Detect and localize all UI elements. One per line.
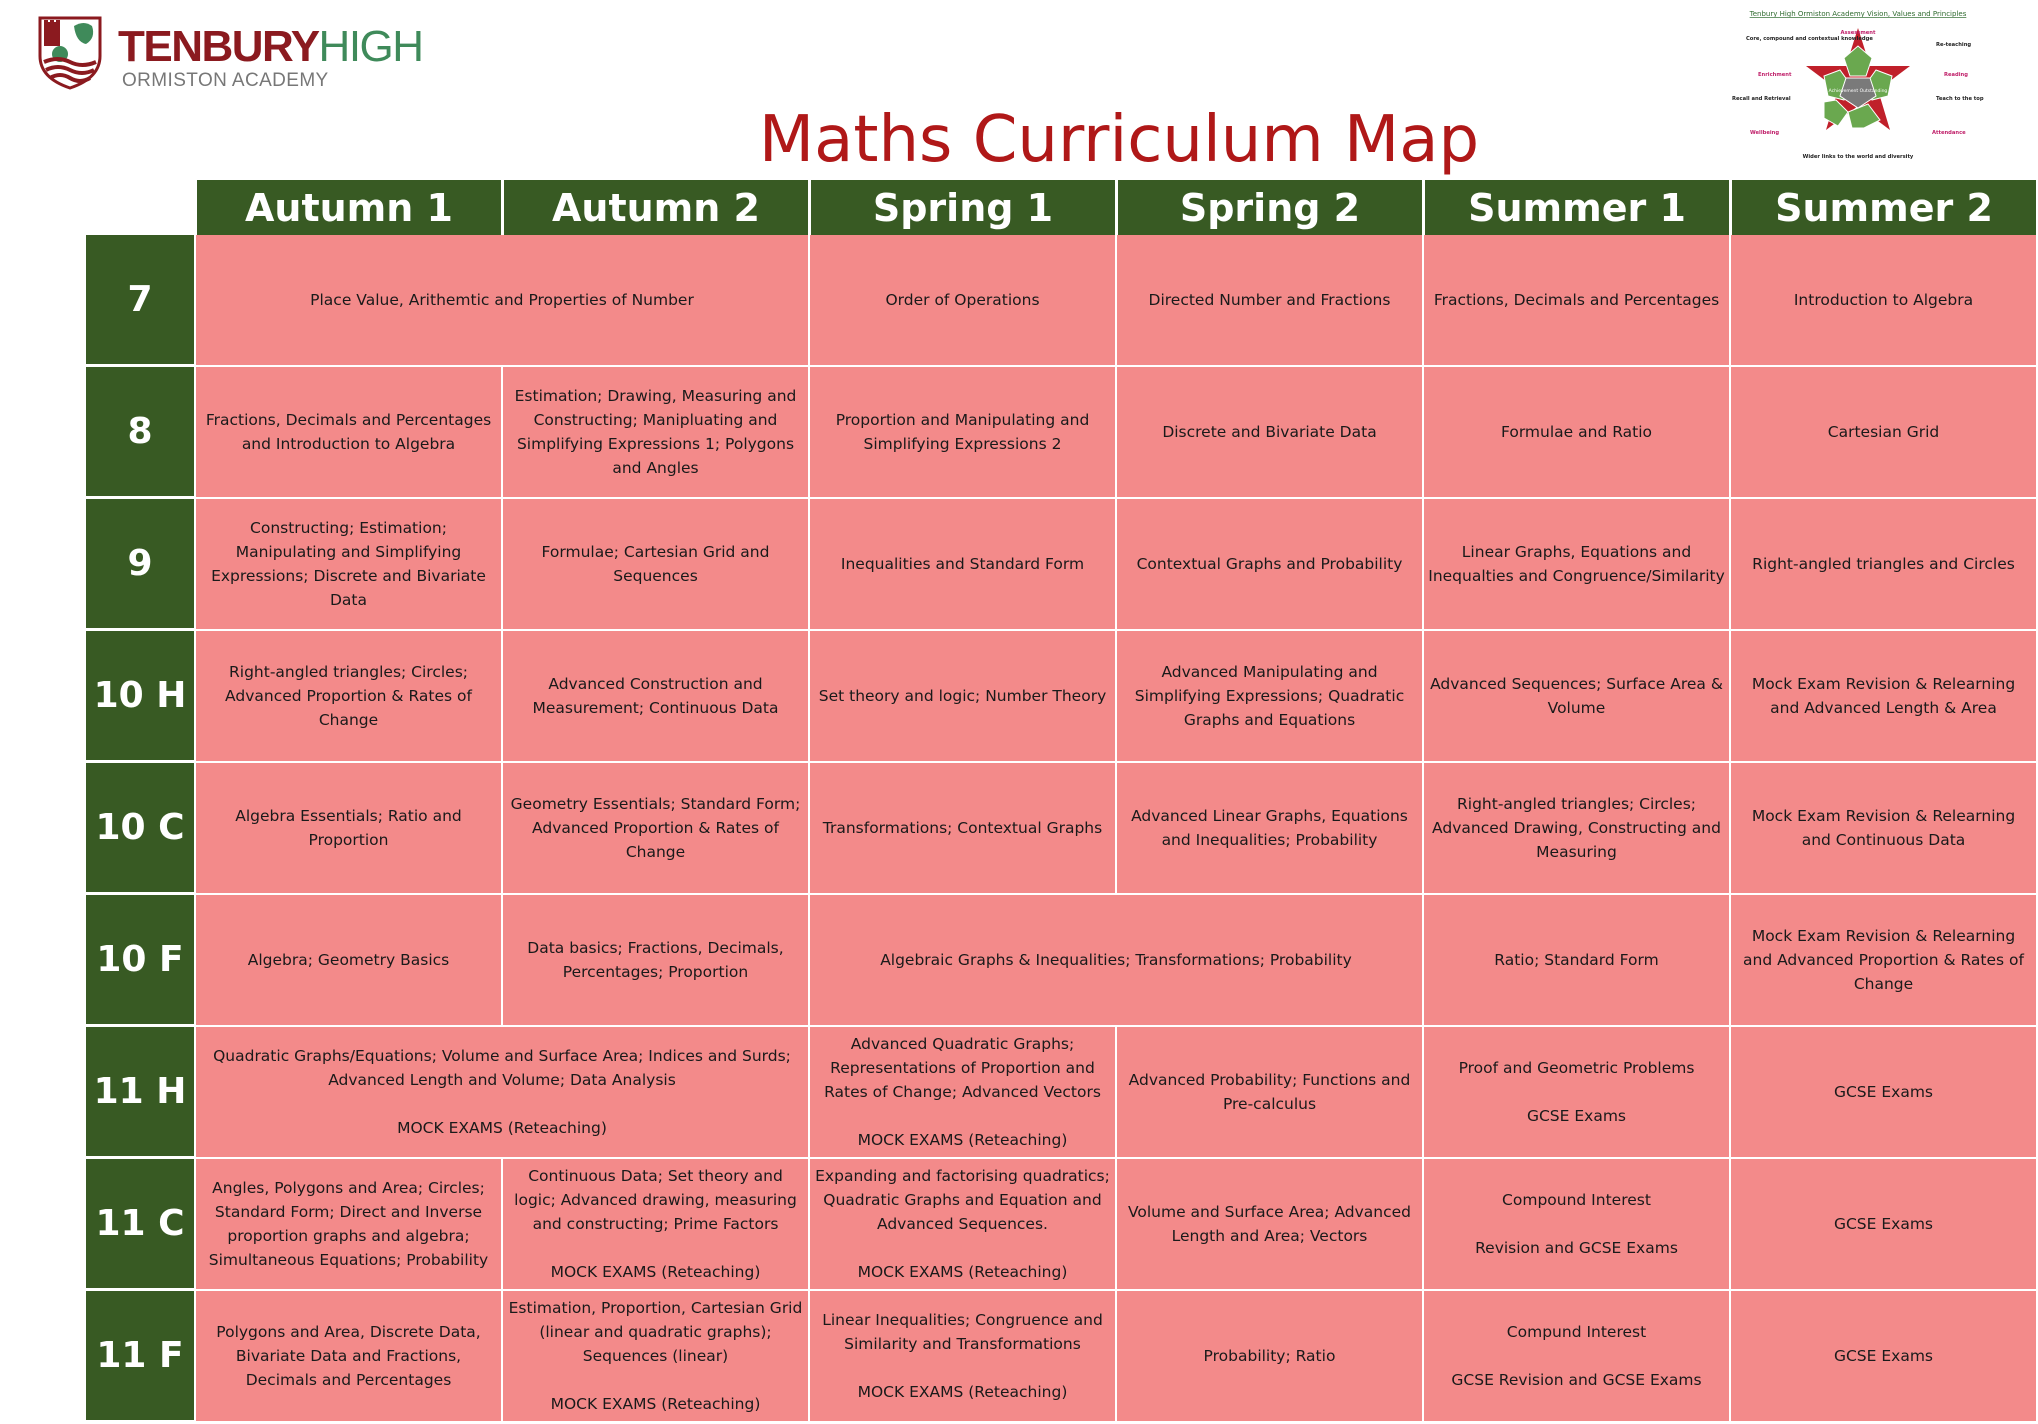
topic-cell: Set theory and logic; Number Theory	[808, 631, 1115, 763]
year-label: 11 F	[86, 1291, 194, 1423]
topic-cell: GCSE Exams	[1729, 1159, 2036, 1291]
topic-cell: Compund Interest GCSE Revision and GCSE Exams	[1422, 1291, 1729, 1423]
vision-centre-text: High Achievement Outstanding Care	[1816, 89, 1900, 94]
page-title: Maths Curriculum Map	[758, 103, 1480, 177]
table-corner	[86, 180, 194, 235]
topic-cell: Cartesian Grid	[1729, 367, 2036, 499]
topic-cell: Expanding and factorising quadratics; Quadratic Graphs and Equation and Advanced Sequences. MOCK EXAMS (Reteaching)	[808, 1159, 1115, 1291]
topic-cell: Advanced Construction and Measurement; Continuous Data	[501, 631, 808, 763]
topic-cell: Formulae and Ratio	[1422, 367, 1729, 499]
term-header: Summer 1	[1422, 180, 1729, 235]
topic-cell: Mock Exam Revision & Relearning and Advanced Length & Area	[1729, 631, 2036, 763]
year-label: 10 C	[86, 763, 194, 895]
topic-cell: Ratio; Standard Form	[1422, 895, 1729, 1027]
topic-cell: GCSE Exams	[1729, 1027, 2036, 1159]
year-label: 11 H	[86, 1027, 194, 1159]
topic-cell: Advanced Quadratic Graphs; Representations of Proportion and Rates of Change; Advanced Vectors MOCK EXAMS (Reteaching)	[808, 1027, 1115, 1159]
term-header: Summer 2	[1729, 180, 2036, 235]
year-label: 8	[86, 367, 194, 499]
school-crest-icon	[38, 16, 102, 90]
topic-cell: Algebra Essentials; Ratio and Proportion	[194, 763, 501, 895]
topic-cell: Transformations; Contextual Graphs	[808, 763, 1115, 895]
topic-cell: Proof and Geometric Problems GCSE Exams	[1422, 1027, 1729, 1159]
topic-cell: Mock Exam Revision & Relearning and Advanced Proportion & Rates of Change	[1729, 895, 2036, 1027]
topic-cell: Polygons and Area, Discrete Data, Bivariate Data and Fractions, Decimals and Percentages	[194, 1291, 501, 1423]
vision-values-graphic	[1728, 6, 1988, 172]
term-header: Autumn 2	[501, 180, 808, 235]
topic-cell: Linear Graphs, Equations and Inequalties and Congruence/Similarity	[1422, 499, 1729, 631]
school-logo	[38, 16, 423, 96]
term-header: Spring 2	[1115, 180, 1422, 235]
topic-cell: Angles, Polygons and Area; Circles; Standard Form; Direct and Inverse proportion graphs and algebra; Simultaneous Equations; Probability	[194, 1159, 501, 1291]
topic-cell: Mock Exam Revision & Relearning and Continuous Data	[1729, 763, 2036, 895]
topic-cell: Right-angled triangles and Circles	[1729, 499, 2036, 631]
topic-cell: Advanced Probability; Functions and Pre-calculus	[1115, 1027, 1422, 1159]
topic-cell: Constructing; Estimation; Manipulating and Simplifying Expressions; Discrete and Bivariate Data	[194, 499, 501, 631]
topic-cell: Fractions, Decimals and Percentages and Introduction to Algebra	[194, 367, 501, 499]
topic-cell: Advanced Sequences; Surface Area & Volume	[1422, 631, 1729, 763]
brand-name: TENBURYHIGH	[118, 22, 423, 71]
topic-cell: Quadratic Graphs/Equations; Volume and Surface Area; Indices and Surds; Advanced Length and Volume; Data Analysis MOCK EXAMS (Reteaching)	[194, 1027, 808, 1159]
year-label: 9	[86, 499, 194, 631]
topic-cell: Advanced Linear Graphs, Equations and Inequalities; Probability	[1115, 763, 1422, 895]
topic-cell: Directed Number and Fractions	[1115, 235, 1422, 367]
topic-cell: Data basics; Fractions, Decimals, Percentages; Proportion	[501, 895, 808, 1027]
svg-text:Recall and Retrieval: Recall and Retrieval	[1732, 96, 1791, 102]
year-label: 10 H	[86, 631, 194, 763]
topic-cell: Discrete and Bivariate Data	[1115, 367, 1422, 499]
topic-cell: Algebraic Graphs & Inequalities; Transformations; Probability	[808, 895, 1422, 1027]
year-label: 7	[86, 235, 194, 367]
topic-cell: Estimation, Proportion, Cartesian Grid (linear and quadratic graphs); Sequences (linear) MOCK EXAMS (Reteaching)	[501, 1291, 808, 1423]
vision-title: Tenbury High Ormiston Academy Vision, Values and Principles	[1749, 10, 1967, 18]
svg-text:Teach to the top: Teach to the top	[1936, 96, 1984, 102]
topic-cell: Probability; Ratio	[1115, 1291, 1422, 1423]
svg-text:Wider links to the world and d: Wider links to the world and diversity	[1802, 154, 1914, 160]
svg-text:Attendance: Attendance	[1932, 130, 1966, 136]
topic-cell: Advanced Manipulating and Simplifying Expressions; Quadratic Graphs and Equations	[1115, 631, 1422, 763]
svg-text:Reading: Reading	[1944, 72, 1968, 78]
svg-text:Assessment: Assessment	[1840, 30, 1876, 36]
topic-cell: Linear Inequalities; Congruence and Similarity and Transformations MOCK EXAMS (Reteaching)	[808, 1291, 1115, 1423]
topic-cell: Inequalities and Standard Form	[808, 499, 1115, 631]
term-header: Spring 1	[808, 180, 1115, 235]
svg-text:Re-teaching: Re-teaching	[1936, 42, 1972, 48]
topic-cell: Fractions, Decimals and Percentages	[1422, 235, 1729, 367]
topic-cell: Contextual Graphs and Probability	[1115, 499, 1422, 631]
topic-cell: Geometry Essentials; Standard Form; Advanced Proportion & Rates of Change	[501, 763, 808, 895]
svg-text:Wellbeing: Wellbeing	[1750, 130, 1780, 136]
topic-cell: Order of Operations	[808, 235, 1115, 367]
svg-text:Core, compound and contextual: Core, compound and contextual knowledge	[1746, 36, 1873, 42]
topic-cell: Right-angled triangles; Circles; Advanced Proportion & Rates of Change	[194, 631, 501, 763]
topic-cell: Continuous Data; Set theory and logic; Advanced drawing, measuring and constructing; Prime Factors MOCK EXAMS (Reteaching)	[501, 1159, 808, 1291]
year-label: 11 C	[86, 1159, 194, 1291]
brand-subtitle: ORMISTON ACADEMY	[122, 70, 329, 91]
topic-cell: Estimation; Drawing, Measuring and Constructing; Manipluating and Simplifying Expressions 1; Polygons and Angles	[501, 367, 808, 499]
year-label: 10 F	[86, 895, 194, 1027]
term-header: Autumn 1	[194, 180, 501, 235]
topic-cell: Formulae; Cartesian Grid and Sequences	[501, 499, 808, 631]
topic-cell: Compound Interest Revision and GCSE Exams	[1422, 1159, 1729, 1291]
topic-cell: Algebra; Geometry Basics	[194, 895, 501, 1027]
vision-star-icon	[1806, 28, 1910, 130]
curriculum-table	[86, 180, 2036, 1423]
topic-cell: Volume and Surface Area; Advanced Length and Area; Vectors	[1115, 1159, 1422, 1291]
topic-cell: Right-angled triangles; Circles; Advanced Drawing, Constructing and Measuring	[1422, 763, 1729, 895]
topic-cell: GCSE Exams	[1729, 1291, 2036, 1423]
topic-cell: Introduction to Algebra	[1729, 235, 2036, 367]
topic-cell: Proportion and Manipulating and Simplifying Expressions 2	[808, 367, 1115, 499]
svg-text:Enrichment: Enrichment	[1758, 72, 1792, 78]
topic-cell: Place Value, Arithemtic and Properties of Number	[194, 235, 808, 367]
